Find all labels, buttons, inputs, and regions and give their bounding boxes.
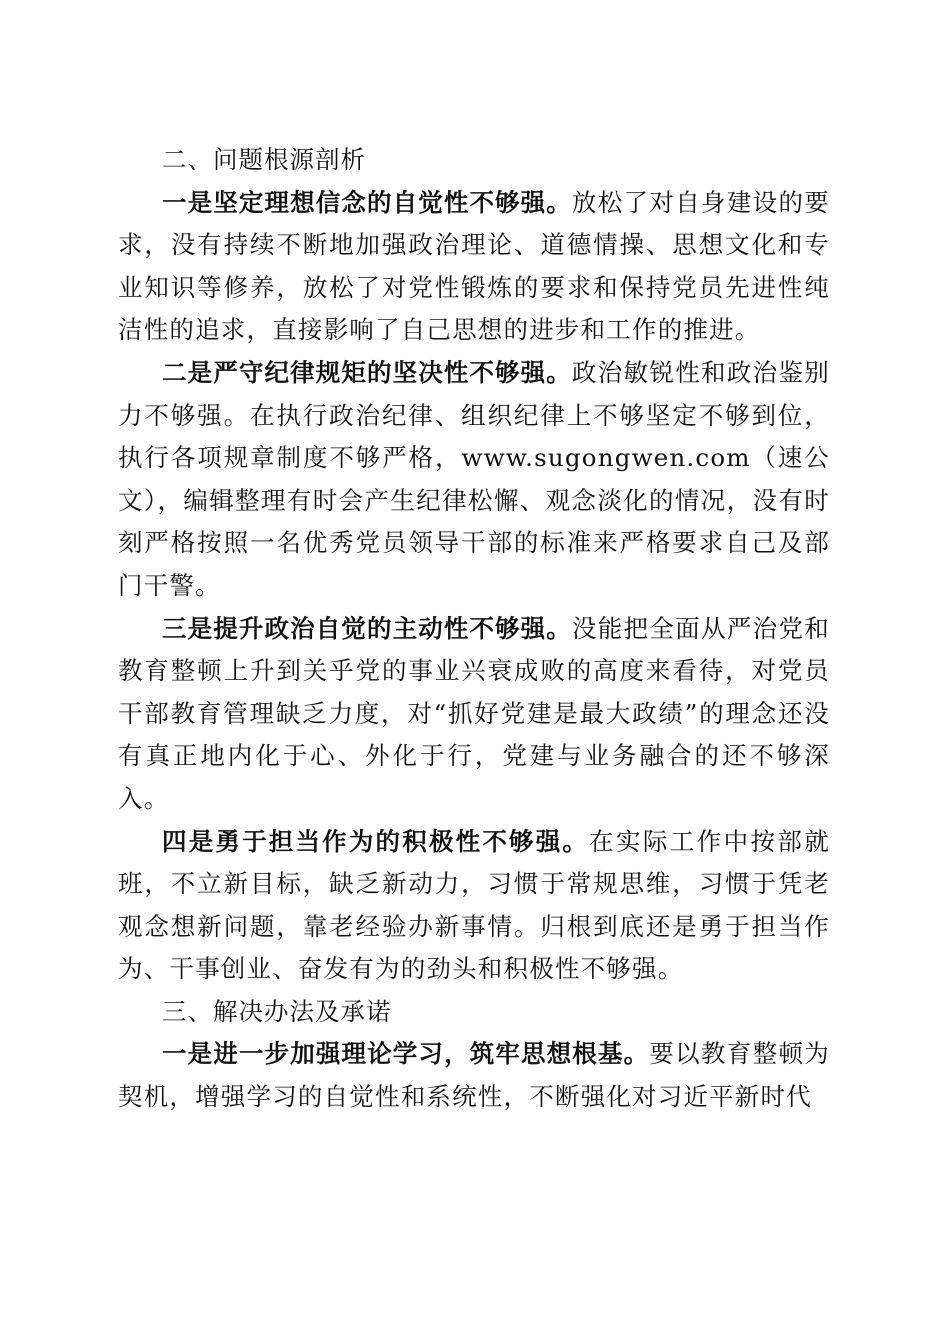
paragraph-lead: 一是坚定理想信念的自觉性不够强。	[162, 187, 572, 217]
paragraph-responsibility	[118, 821, 830, 991]
paragraph-theory-study	[118, 1033, 830, 1118]
paragraph-lead: 一是进一步加强理论学习，筑牢思想根基。	[162, 1039, 650, 1069]
section-heading-solutions: 三、解决办法及承诺	[162, 996, 392, 1026]
document-body	[118, 139, 830, 1119]
paragraph-lead: 四是勇于担当作为的积极性不够强。	[162, 826, 590, 856]
paragraph-body: 在实际工作中按部就班，不立新目标，缺乏新动力，习惯于常规思维，习惯于凭老观念想新问题，靠老经验办新事情。归根到底还是勇于担当作为、干事创业、奋发有为的劲头和积极性不够强。	[118, 826, 830, 984]
paragraph-body: 放松了对自身建设的要求，没有持续不断地加强政治理论、道德情操、思想文化和专业知识等修养，放松了对党性锻炼的要求和保持党员先进性纯洁性的追求，直接影响了自己思想的进步和工作的推进。	[118, 187, 831, 345]
paragraph-body: 要以教育整顿为契机，增强学习的自觉性和系统性，不断强化对习近平新时代	[118, 1039, 830, 1112]
paragraph-lead: 三是提升政治自觉的主动性不够强。	[162, 613, 572, 643]
paragraph-discipline	[118, 352, 830, 608]
paragraph-ideals	[118, 182, 830, 352]
paragraph-body: 没能把全面从严治党和教育整顿上升到关乎党的事业兴衰成败的高度来看待，对党员干部教育管理缺乏力度，对“抓好党建是最大政绩”的理念还没有真正地内化于心、外化于行，党建与业务融合的还不够深入。	[118, 613, 831, 813]
section-heading-root-cause: 二、问题根源剖析	[162, 145, 366, 174]
paragraph-political-awareness	[118, 608, 830, 821]
paragraph-lead: 二是严守纪律规矩的坚决性不够强。	[162, 357, 572, 387]
paragraph-body: 政治敏锐性和政治鉴别力不够强。在执行政治纪律、组织纪律上不够坚定不够到位，执行各项规章制度不够严格，www.sugongwen.com（速公文），编辑整理有时会产生纪律松懈、观念淡化的情况，没有时刻严格按照一名优秀党员领导干部的标准来严格要求自己及部门干警。	[118, 357, 831, 600]
